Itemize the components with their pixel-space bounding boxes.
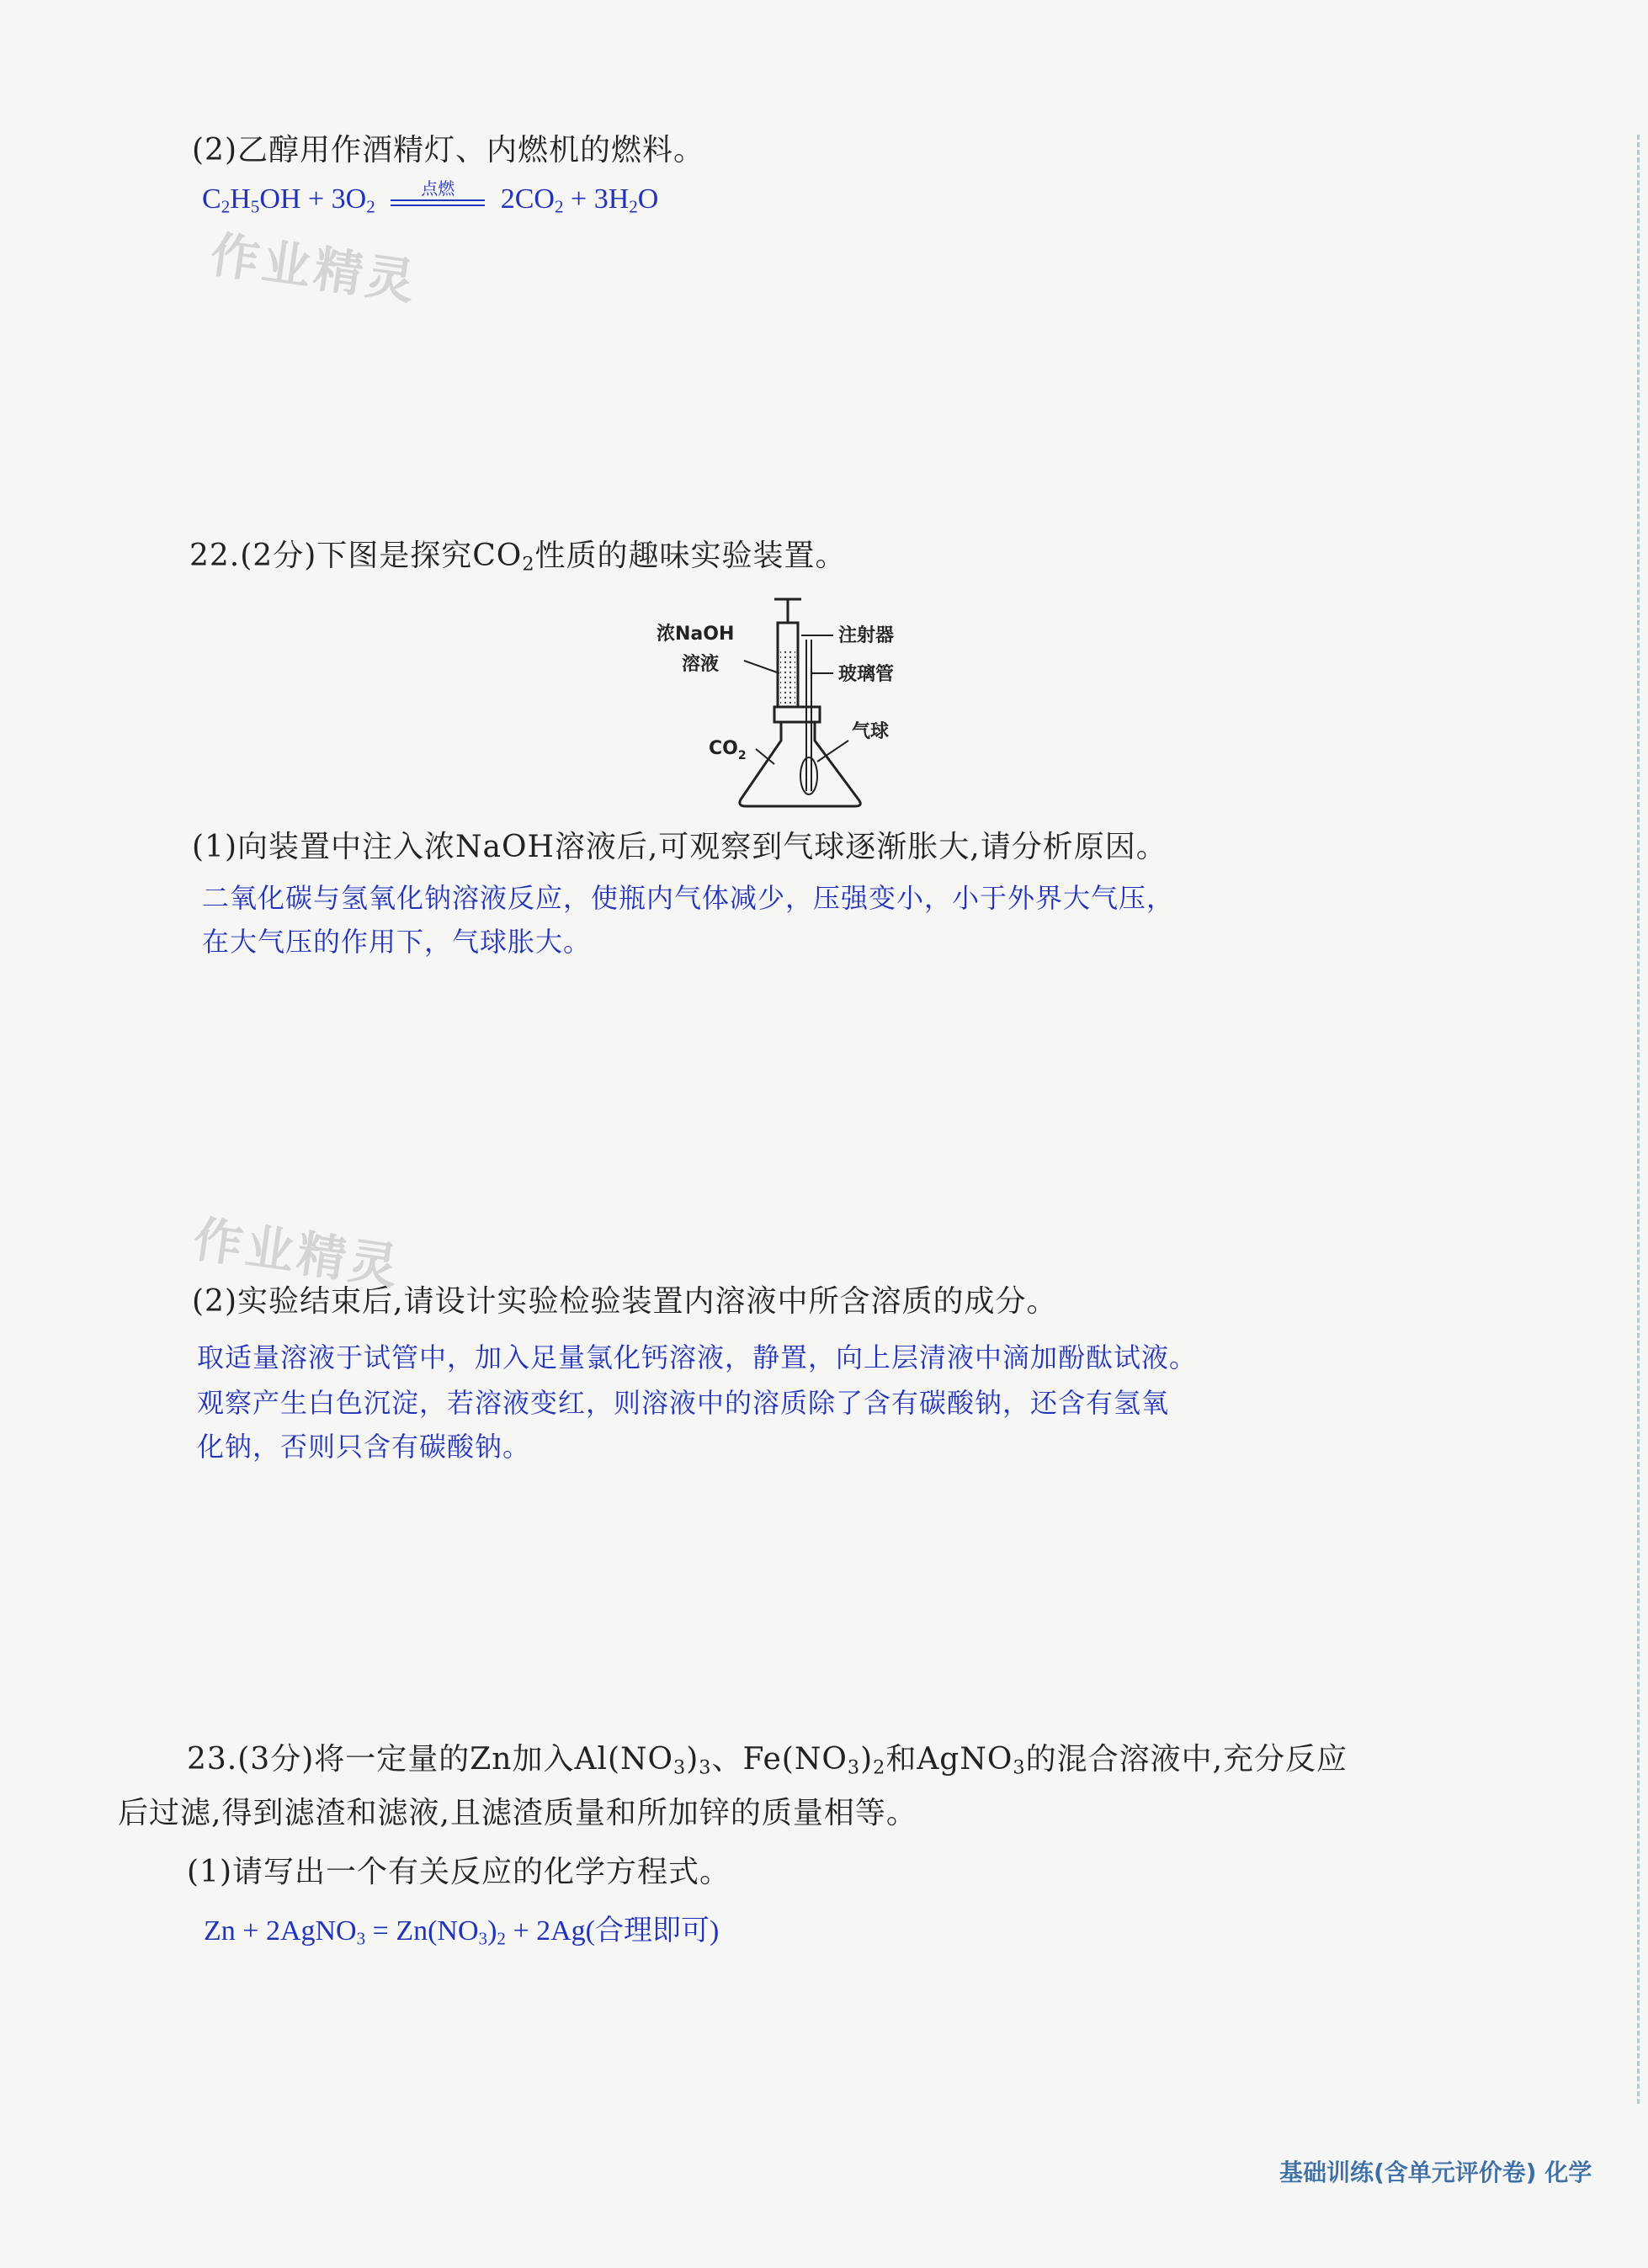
q23-stem-line1: 23.(3分)将一定量的Zn加入$Al(NO_3)_3$、$Fe(NO_3)_2$和AgNO$_3$的混合溶液中,充分反应 bbox=[187, 1742, 1348, 1779]
label-co2: $CO_2$ bbox=[709, 738, 747, 762]
q23-stem-line2: 后过滤,得到滤渣和滤液,且滤渣质量和所加锌的质量相等。 bbox=[118, 1796, 917, 1830]
q23-answer-equation: Zn + 2AgNO$_3$ = $Zn(NO_3)_2 + 2Ag$(合理即可) bbox=[204, 1915, 720, 1949]
q22-part1-answer-line1: 二氧化碳与氢氧化钠溶液反应，使瓶内气体减少，压强变小，小于外界大气压， bbox=[202, 882, 1175, 914]
watermark-logo: 作业精灵 bbox=[206, 226, 422, 311]
q22-part2-text: (2)实验结束后,请设计实验检验装置内溶液中所含溶质的成分。 bbox=[192, 1284, 1058, 1319]
q22-part1-text: (1)向装置中注入浓NaOH溶液后,可观察到气球逐渐胀大,请分析原因。 bbox=[192, 830, 1167, 864]
label-glass-tube: 玻璃管 bbox=[838, 664, 895, 685]
q22-part2-answer-line2: 观察产生白色沉淀，若溶液变红，则溶液中的溶质除了含有碳酸钠，还含有氢氧 bbox=[197, 1387, 1170, 1419]
q22-stem: 22.(2分)下图是探究$CO_2$性质的趣味实验装置。 bbox=[189, 539, 847, 576]
page-edge-divider bbox=[1637, 135, 1640, 2104]
reaction-condition: 点燃 bbox=[421, 178, 455, 199]
label-syringe: 注射器 bbox=[838, 625, 895, 646]
q21-part2-text: (2)乙醇用作酒精灯、内燃机的燃料。 bbox=[192, 133, 704, 167]
q22-part2-answer-line1: 取适量溶液于试管中，加入足量氯化钙溶液，静置，向上层清液中滴加酚酞试液。 bbox=[197, 1341, 1198, 1373]
watermark-logo: 作业精灵 bbox=[189, 1210, 405, 1296]
reaction-arrow bbox=[387, 178, 488, 215]
label-naoh: 浓NaOH bbox=[657, 624, 735, 645]
q22-part1-answer-line2: 在大气压的作用下，气球胀大。 bbox=[202, 926, 592, 958]
label-solution: 溶液 bbox=[682, 654, 720, 675]
label-balloon: 气球 bbox=[852, 721, 890, 742]
q22-part2-answer-line3: 化钠，否则只含有碳酸钠。 bbox=[197, 1431, 531, 1463]
q23-part1-text: (1)请写出一个有关反应的化学方程式。 bbox=[187, 1855, 731, 1889]
co2-apparatus-figure bbox=[657, 589, 943, 816]
q21-equation: $C_2H_5OH + 3O_2$ 点燃 $2CO_2 + 3H_2O$ bbox=[202, 183, 658, 215]
page-footer: 基础训练(含单元评价卷) 化学 bbox=[1279, 2159, 1592, 2186]
